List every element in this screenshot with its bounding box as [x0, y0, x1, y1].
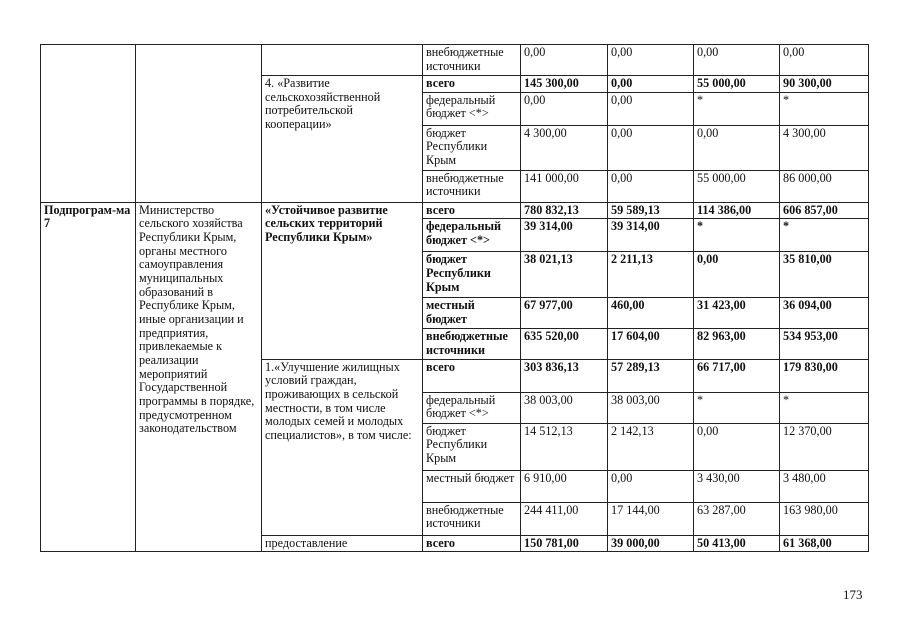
amount-year2: * — [694, 219, 780, 252]
amount-year2: 55 000,00 — [694, 170, 780, 202]
table-row — [41, 45, 869, 76]
funding-source: бюджет Республики Крым — [423, 252, 521, 298]
amount-total: 38 003,00 — [521, 392, 608, 423]
amount-total: 780 832,13 — [521, 202, 608, 219]
amount-year3: 606 857,00 — [780, 202, 869, 219]
amount-year2: * — [694, 92, 780, 125]
amount-year2: 0,00 — [694, 252, 780, 298]
amount-total: 6 910,00 — [521, 470, 608, 502]
funding-source: бюджет Республики Крым — [423, 423, 521, 470]
amount-year2: 0,00 — [694, 45, 780, 76]
amount-year3: 36 094,00 — [780, 298, 869, 329]
amount-total: 38 021,13 — [521, 252, 608, 298]
budget-table — [40, 44, 869, 552]
amount-year3: * — [780, 219, 869, 252]
amount-year3: * — [780, 392, 869, 423]
funding-source: всего — [423, 359, 521, 392]
amount-year3: 3 480,00 — [780, 470, 869, 502]
amount-year3: 12 370,00 — [780, 423, 869, 470]
amount-year1: 460,00 — [608, 298, 694, 329]
subprogram-label: Подпрограм-ма 7 — [41, 202, 136, 552]
amount-total: 150 781,00 — [521, 535, 608, 552]
amount-year1: 17 144,00 — [608, 502, 694, 535]
amount-year1: 0,00 — [608, 76, 694, 93]
amount-year2: 3 430,00 — [694, 470, 780, 502]
amount-total: 141 000,00 — [521, 170, 608, 202]
funding-source: местный бюджет — [423, 298, 521, 329]
amount-year1: 0,00 — [608, 170, 694, 202]
subprogram-title: «Устойчивое развитие сельских территорий Республики Крым» — [262, 202, 423, 359]
funding-source: всего — [423, 202, 521, 219]
amount-year3: 534 953,00 — [780, 329, 869, 359]
amount-year3: 0,00 — [780, 45, 869, 76]
amount-year1: 39 314,00 — [608, 219, 694, 252]
funding-source: бюджет Республики Крым — [423, 125, 521, 170]
amount-year1: 2 211,13 — [608, 252, 694, 298]
funding-source: местный бюджет — [423, 470, 521, 502]
amount-total: 14 512,13 — [521, 423, 608, 470]
amount-year1: 0,00 — [608, 125, 694, 170]
amount-total: 4 300,00 — [521, 125, 608, 170]
amount-year3: 61 368,00 — [780, 535, 869, 552]
event-name: предоставление — [262, 535, 423, 552]
amount-total: 0,00 — [521, 92, 608, 125]
funding-source: внебюджетные источники — [423, 170, 521, 202]
funding-source: внебюджетные источники — [423, 502, 521, 535]
executor-cell-prev — [136, 45, 262, 203]
event-name: 1.«Улучшение жилищных условий граждан, проживающих в сельской местности, в том числе молодых семей и молодых специалистов», в том числе: — [262, 359, 423, 535]
amount-year1: 2 142,13 — [608, 423, 694, 470]
amount-year1: 59 589,13 — [608, 202, 694, 219]
amount-total: 67 977,00 — [521, 298, 608, 329]
funding-source: федеральный бюджет <*> — [423, 392, 521, 423]
amount-year3: 35 810,00 — [780, 252, 869, 298]
amount-year1: 17 604,00 — [608, 329, 694, 359]
amount-year3: 86 000,00 — [780, 170, 869, 202]
amount-year2: 31 423,00 — [694, 298, 780, 329]
amount-total: 303 836,13 — [521, 359, 608, 392]
amount-year2: 63 287,00 — [694, 502, 780, 535]
amount-year2: 0,00 — [694, 125, 780, 170]
amount-total: 145 300,00 — [521, 76, 608, 93]
amount-year1: 57 289,13 — [608, 359, 694, 392]
funding-source: федеральный бюджет <*> — [423, 92, 521, 125]
amount-year2: 114 386,00 — [694, 202, 780, 219]
amount-total: 635 520,00 — [521, 329, 608, 359]
funding-source: всего — [423, 535, 521, 552]
event-cell-prev — [262, 45, 423, 76]
funding-source: внебюджетные источники — [423, 329, 521, 359]
amount-year1: 38 003,00 — [608, 392, 694, 423]
amount-year2: 55 000,00 — [694, 76, 780, 93]
page-number: 173 — [843, 587, 863, 602]
amount-year2: 50 413,00 — [694, 535, 780, 552]
funding-source: всего — [423, 76, 521, 93]
amount-year2: 0,00 — [694, 423, 780, 470]
funding-source: федеральный бюджет <*> — [423, 219, 521, 252]
amount-year3: 163 980,00 — [780, 502, 869, 535]
amount-year1: 0,00 — [608, 470, 694, 502]
funding-source: внебюджетные источники — [423, 45, 521, 76]
amount-year3: 4 300,00 — [780, 125, 869, 170]
executors: Министерство сельского хозяйства Республики Крым, органы местного самоуправления муниципальных образований в Республике Крым, иные организации и предприятия, привлекаемые к реализации мероприятий Государственной программы в порядке, предусмотренном законодательством — [136, 202, 262, 552]
amount-year2: 66 717,00 — [694, 359, 780, 392]
amount-year3: 90 300,00 — [780, 76, 869, 93]
amount-year2: 82 963,00 — [694, 329, 780, 359]
subprogram-cell-prev — [41, 45, 136, 203]
amount-total: 39 314,00 — [521, 219, 608, 252]
amount-year1: 39 000,00 — [608, 535, 694, 552]
amount-year3: 179 830,00 — [780, 359, 869, 392]
amount-year1: 0,00 — [608, 45, 694, 76]
amount-total: 244 411,00 — [521, 502, 608, 535]
amount-year1: 0,00 — [608, 92, 694, 125]
amount-year2: * — [694, 392, 780, 423]
table-row — [41, 202, 869, 219]
event-name: 4. «Развитие сельскохозяйственной потребительской кооперации» — [262, 76, 423, 203]
amount-year3: * — [780, 92, 869, 125]
amount-total: 0,00 — [521, 45, 608, 76]
